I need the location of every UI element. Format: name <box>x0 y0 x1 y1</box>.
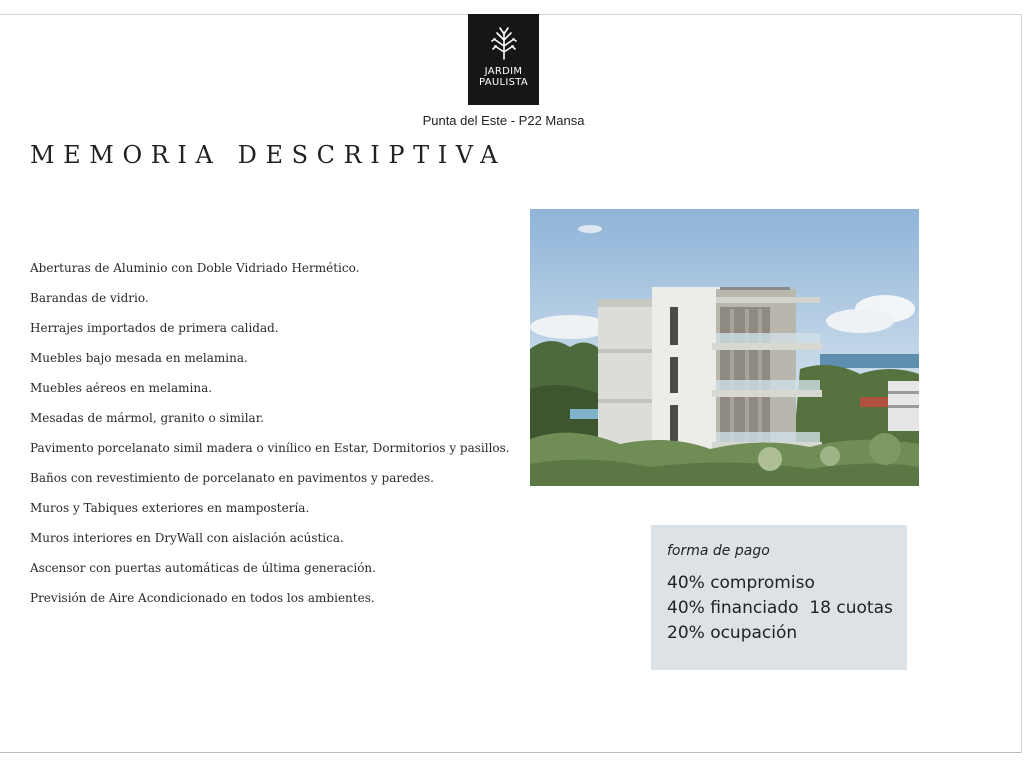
list-item: Muros y Tabiques exteriores en mampostería. <box>30 501 310 515</box>
list-item: Muebles aéreos en melamina. <box>30 381 213 395</box>
tree-icon <box>490 26 518 60</box>
list-item: Aberturas de Aluminio con Doble Vidriado Hermético. <box>30 261 360 275</box>
list-item: Previsión de Aire Acondicionado en todos los ambientes. <box>30 591 375 605</box>
list-item: Ascensor con puertas automáticas de última generación. <box>30 561 376 575</box>
payment-line: 40% compromiso <box>667 573 815 593</box>
list-item: Mesadas de mármol, granito o similar. <box>30 411 264 425</box>
features-list <box>30 257 510 617</box>
logo-text: JARDIM PAULISTA <box>479 66 528 88</box>
payment-lines <box>667 571 893 646</box>
payment-heading: forma de pago <box>667 543 770 559</box>
list-item: Barandas de vidrio. <box>30 291 149 305</box>
list-item: Baños con revestimiento de porcelanato en pavimentos y paredes. <box>30 471 434 485</box>
payment-terms-box <box>651 525 907 670</box>
brand-logo <box>468 14 539 105</box>
payment-line: 20% ocupación <box>667 623 798 643</box>
payment-line: 40% financiado 18 cuotas <box>667 598 893 618</box>
location-subtitle: Punta del Este - P22 Mansa <box>422 113 585 128</box>
building-render-image <box>530 209 919 486</box>
list-item: Muebles bajo mesada en melamina. <box>30 351 248 365</box>
list-item: Muros interiores en DryWall con aislación acústica. <box>30 531 344 545</box>
list-item: Pavimento porcelanato simil madera o vinílico en Estar, Dormitorios y pasillos. <box>30 441 510 455</box>
list-item: Herrajes importados de primera calidad. <box>30 321 279 335</box>
page-title: MEMORIA DESCRIPTIVA <box>30 141 507 169</box>
